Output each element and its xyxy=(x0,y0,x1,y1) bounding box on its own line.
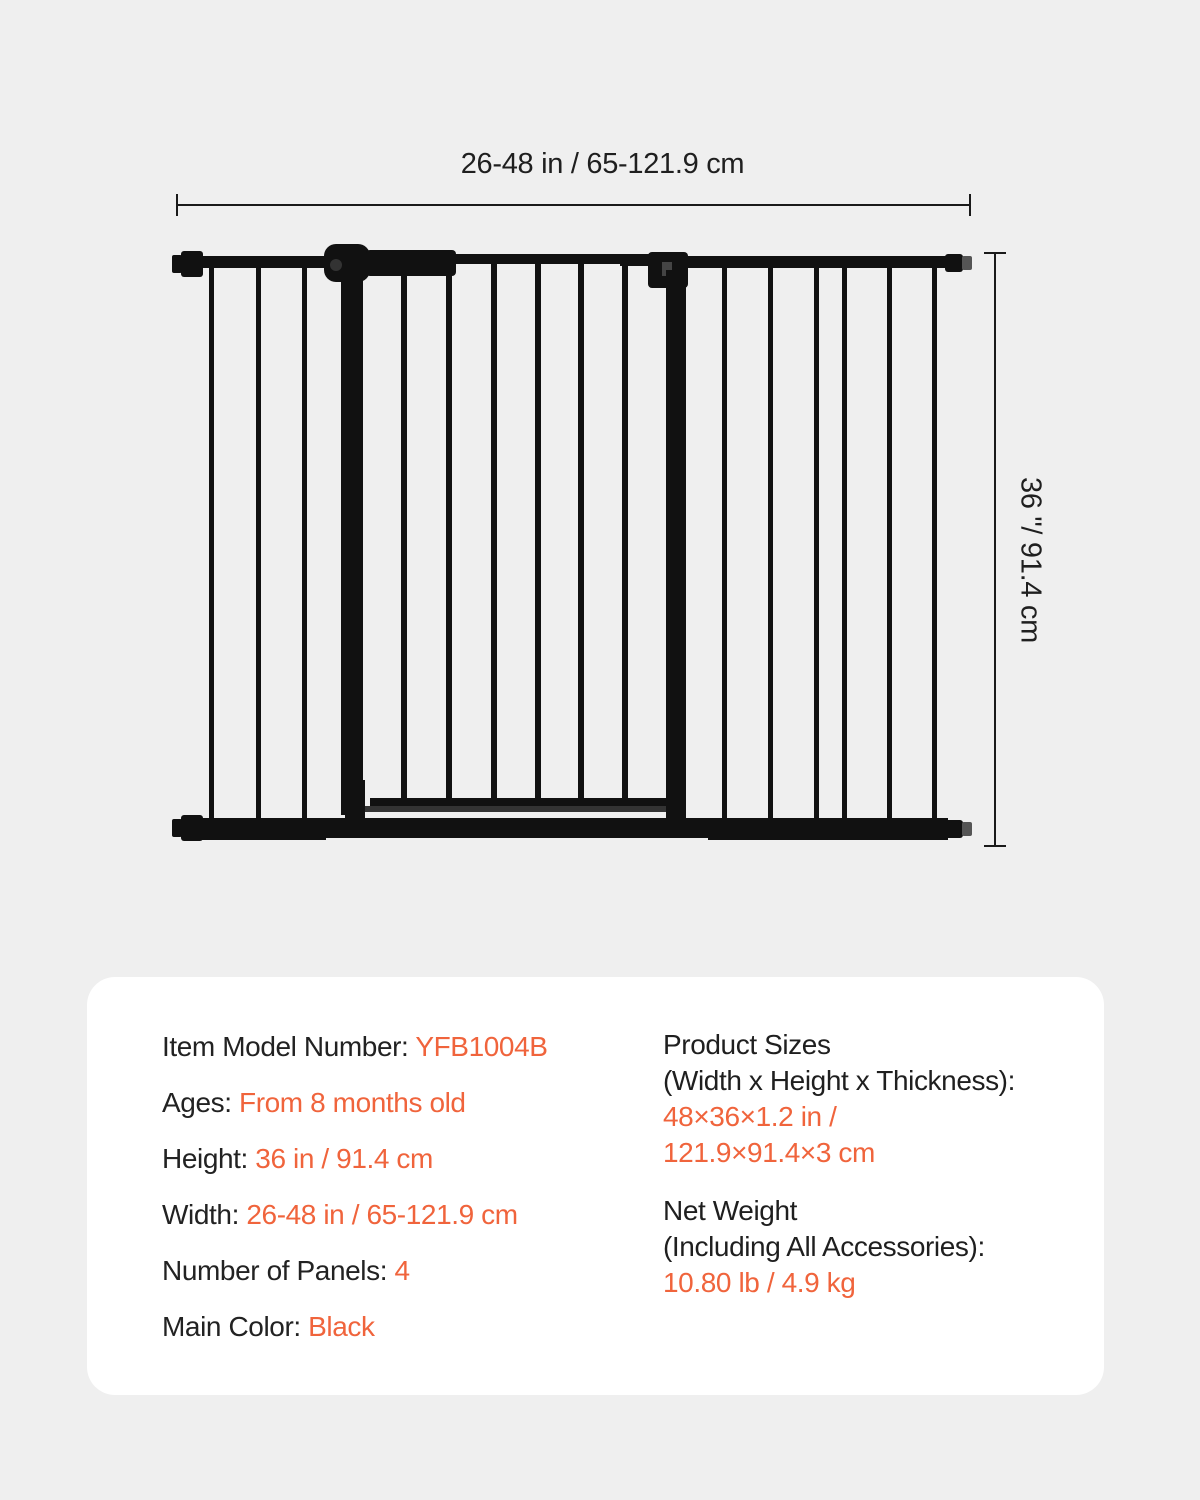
spec-value: YFB1004B xyxy=(415,1031,548,1062)
width-dimension-label: 26-48 in / 65-121.9 cm xyxy=(460,148,745,180)
spec-label: Product Sizes xyxy=(663,1029,831,1060)
spec-model-number xyxy=(162,1027,602,1083)
height-dimension-label: 36 "/ 91.4 cm xyxy=(1014,477,1047,643)
gate-frame xyxy=(172,244,972,841)
spec-value: 121.9×91.4×3 cm xyxy=(663,1137,875,1168)
specifications-card xyxy=(87,977,1104,1395)
spec-value: 48×36×1.2 in / xyxy=(663,1101,837,1132)
spec-label: Item Model Number: xyxy=(162,1031,416,1062)
spec-main-color xyxy=(162,1307,602,1363)
spec-value: 10.80 lb / 4.9 kg xyxy=(663,1267,856,1298)
width-dimension-line xyxy=(177,194,970,216)
spec-label: (Including All Accessories): xyxy=(663,1231,985,1262)
spec-height xyxy=(162,1139,602,1195)
spec-list-left xyxy=(162,1027,602,1363)
spec-net-weight xyxy=(663,1193,1083,1301)
spec-value: 36 in / 91.4 cm xyxy=(255,1143,433,1174)
spec-ages xyxy=(162,1083,602,1139)
height-dimension-line xyxy=(984,253,1006,846)
spec-label: (Width x Height x Thickness): xyxy=(663,1065,1015,1096)
spec-list-right xyxy=(663,1027,1083,1323)
spec-label: Number of Panels: xyxy=(162,1255,395,1286)
spec-value: 26-48 in / 65-121.9 cm xyxy=(246,1199,518,1230)
spec-value: Black xyxy=(308,1311,375,1342)
spec-label: Net Weight xyxy=(663,1195,797,1226)
spec-label: Ages: xyxy=(162,1087,239,1118)
spec-value: 4 xyxy=(394,1255,410,1286)
spec-product-sizes xyxy=(663,1027,1083,1171)
spec-width xyxy=(162,1195,602,1251)
spec-label: Main Color: xyxy=(162,1311,309,1342)
spec-label: Width: xyxy=(162,1199,247,1230)
spec-value: From 8 months old xyxy=(238,1087,466,1118)
spec-panels xyxy=(162,1251,602,1307)
spec-label: Height: xyxy=(162,1143,256,1174)
